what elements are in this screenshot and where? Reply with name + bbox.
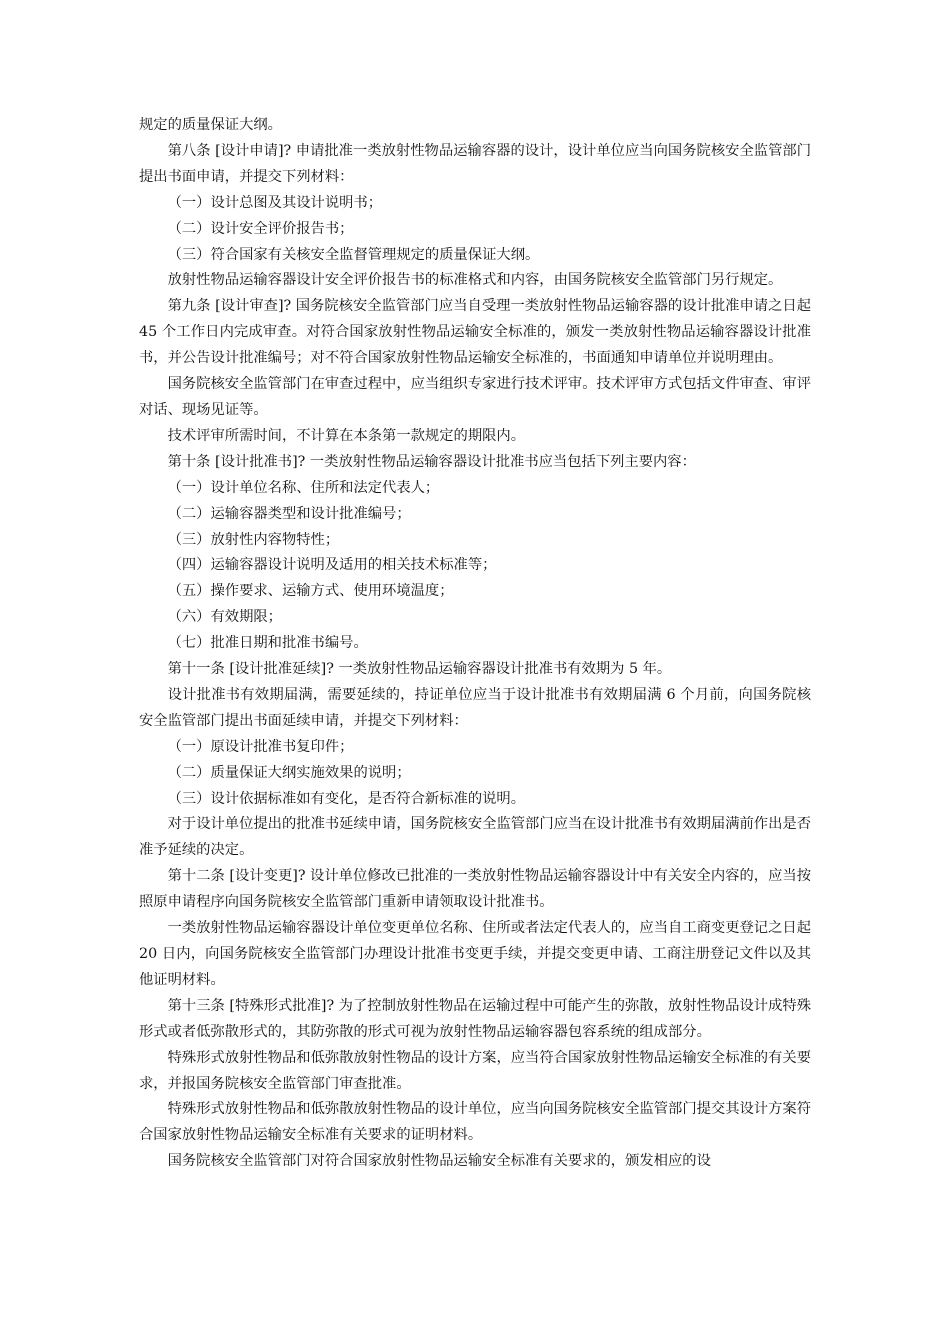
list-item: （四）运输容器设计说明及适用的相关技术标准等；: [167, 557, 497, 574]
list-item: （一）设计总图及其设计说明书；: [167, 194, 383, 211]
list-item: （七）批准日期和批准书编号。: [167, 635, 368, 652]
list-item: （三）放射性内容物特性；: [167, 531, 340, 548]
list-item: （二）运输容器类型和设计批准编号；: [167, 505, 411, 522]
paragraph: 国务院核安全监管部门在审查过程中，应当组织专家进行技术评审。技术评审方式包括文件审查、审评对话、现场见证等。: [139, 376, 811, 418]
list-item: （一）设计单位名称、住所和法定代表人；: [167, 479, 440, 496]
paragraph: 国务院核安全监管部门对符合国家放射性物品运输安全标准有关要求的，颁发相应的设: [167, 1153, 711, 1170]
list-item: （五）操作要求、运输方式、使用环境温度；: [167, 583, 454, 600]
paragraph: 技术评审所需时间，不计算在本条第一款规定的期限内。: [167, 427, 526, 444]
paragraph-continuation: 规定的质量保证大纲。: [139, 117, 282, 133]
list-item: （三）符合国家有关核安全监督管理规定的质量保证大纲。: [167, 246, 540, 263]
paragraph: 放射性物品运输容器设计安全评价报告书的标准格式和内容，由国务院核安全监管部门另行规定。: [167, 272, 783, 289]
document-page: [139, 113, 811, 1175]
paragraph: 一类放射性物品运输容器设计单位变更单位名称、住所或者法定代表人的，应当自工商变更登记之日起 20 日内，向国务院核安全监管部门办理设计批准书变更手续，并提交变更申请、工商注册登记文件以及其他证明材料。: [139, 920, 811, 988]
list-item: （三）设计依据标准如有变化，是否符合新标准的说明。: [167, 790, 526, 807]
paragraph: 特殊形式放射性物品和低弥散放射性物品的设计单位，应当向国务院核安全监管部门提交其设计方案符合国家放射性物品运输安全标准有关要求的证明材料。: [139, 1101, 811, 1144]
article-8-heading-paragraph: 第八条 [设计申请]? 申请批准一类放射性物品运输容器的设计，设计单位应当向国务院核安全监管部门提出书面申请，并提交下列材料：: [139, 142, 811, 185]
article-11-heading-paragraph: 第十一条 [设计批准延续]? 一类放射性物品运输容器设计批准书有效期为 5 年。: [167, 661, 672, 678]
paragraph: 对于设计单位提出的批准书延续申请，国务院核安全监管部门应当在设计批准书有效期届满前作出是否准予延续的决定。: [139, 816, 811, 859]
list-item: （一）原设计批准书复印件；: [167, 738, 354, 755]
article-13-heading-paragraph: 第十三条 [特殊形式批准]? 为了控制放射性物品在运输过程中可能产生的弥散，放射性物品设计成特殊形式或者低弥散形式的，其防弥散的形式可视为放射性物品运输容器包容系统的组成部分。: [139, 997, 811, 1040]
list-item: （二）质量保证大纲实施效果的说明；: [167, 764, 411, 781]
article-10-heading-paragraph: 第十条 [设计批准书]? 一类放射性物品运输容器设计批准书应当包括下列主要内容：: [167, 453, 696, 470]
article-9-heading-paragraph: 第九条 [设计审查]? 国务院核安全监管部门应当自受理一类放射性物品运输容器的设计批准申请之日起 45 个工作日内完成审查。对符合国家放射性物品运输安全标准的，颁发一类放射性物品运输容器设计批准书，并公告设计批准编号；对不符合国家放射性物品运输安全标准的，书面通知申请单位并说明理由。: [139, 298, 811, 367]
list-item: （六）有效期限；: [167, 609, 282, 626]
paragraph: 特殊形式放射性物品和低弥散放射性物品的设计方案，应当符合国家放射性物品运输安全标准的有关要求，并报国务院核安全监管部门审查批准。: [139, 1049, 811, 1092]
list-item: （二）设计安全评价报告书；: [167, 220, 354, 237]
paragraph: 设计批准书有效期届满，需要延续的，持证单位应当于设计批准书有效期届满 6 个月前，向国务院核安全监管部门提出书面延续申请，并提交下列材料：: [139, 686, 811, 729]
article-12-heading-paragraph: 第十二条 [设计变更]? 设计单位修改已批准的一类放射性物品运输容器设计中有关安全内容的，应当按照原申请程序向国务院核安全监管部门重新申请领取设计批准书。: [139, 868, 811, 911]
